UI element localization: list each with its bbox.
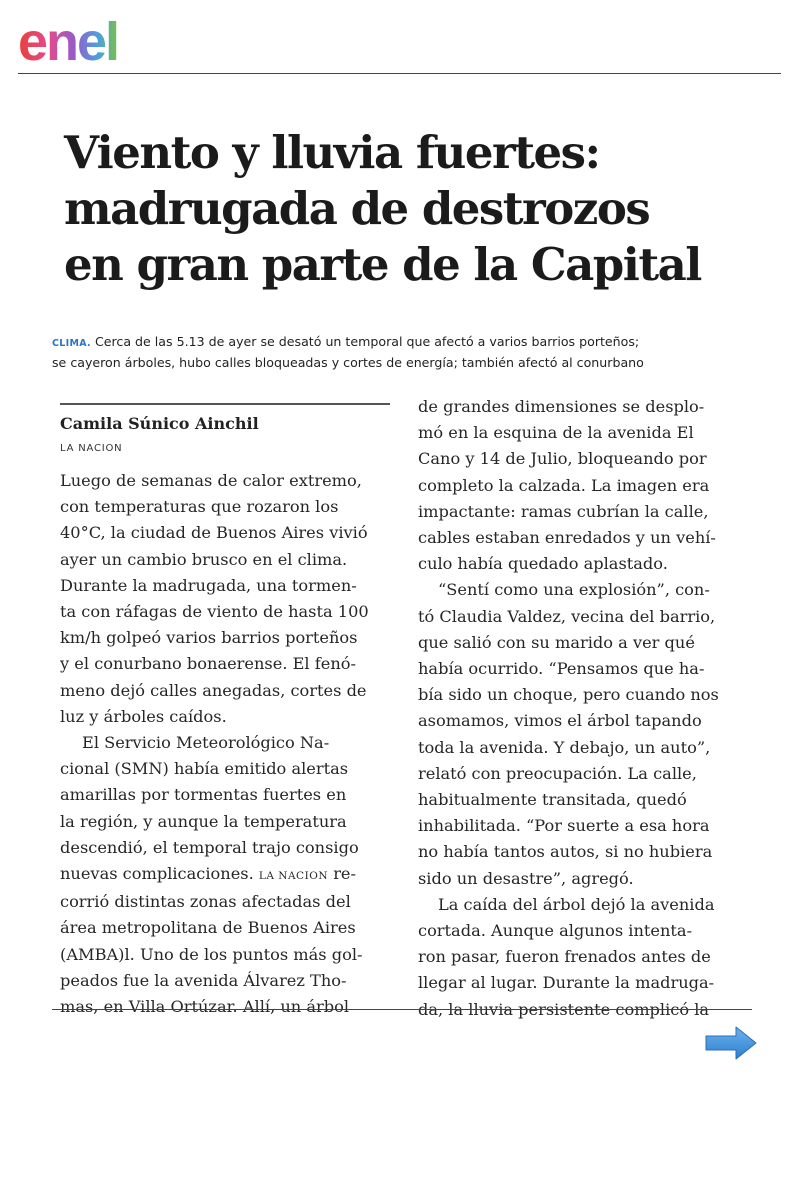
outlet-name: LA NACION: [60, 443, 123, 454]
headline-line: Viento y lluvia fuertes:: [64, 126, 600, 179]
body-line: inhabilitada. “Por suerte a esa hora: [418, 816, 710, 836]
body-line: había ocurrido. “Pensamos que ha-: [418, 659, 705, 679]
enel-logo: [18, 10, 178, 68]
body-line: cional (SMN) había emitido alertas: [60, 759, 349, 779]
body-line: cortada. Aunque algunos intenta-: [418, 921, 693, 941]
body-line: toda la avenida. Y debajo, un auto”,: [418, 737, 711, 757]
body-line: (AMBA)l. Uno de los puntos más gol-: [60, 944, 363, 964]
body-line: ayer un cambio brusco en el clima.: [60, 549, 348, 569]
body-line: completo la calzada. La imagen era: [418, 475, 710, 495]
body-line: ta con ráfagas de viento de hasta 100: [60, 602, 369, 622]
body-line: habitualmente transitada, quedó: [418, 790, 687, 810]
body-line: Durante la madrugada, una tormen-: [60, 575, 357, 595]
summary-line: CLIMA. Cerca de las 5.13 de ayer se desató un temporal que afectó a varios barrios porteños;: [52, 334, 640, 349]
body-line: La caída del árbol dejó la avenida: [438, 894, 715, 914]
body-line: no había tantos autos, si no hubiera: [418, 842, 713, 862]
body-line: “Sentí como una explosión”, con-: [438, 580, 710, 600]
body-line: asomamos, vimos el árbol tapando: [418, 711, 702, 731]
header-divider: [18, 73, 781, 74]
body-line: Cano y 14 de Julio, bloqueando por: [418, 449, 707, 469]
headline-line: en gran parte de la Capital: [64, 238, 701, 291]
footer-divider: [52, 1009, 752, 1010]
body-line: amarillas por tormentas fuertes en: [60, 785, 347, 805]
byline-divider: [60, 403, 390, 405]
author-name: Camila Súnico Ainchil: [60, 414, 259, 433]
body-line: luz y árboles caídos.: [60, 706, 227, 726]
body-line: peados fue la avenida Álvarez Tho-: [60, 970, 347, 990]
summary-line: se cayeron árboles, hubo calles bloqueadas y cortes de energía; también afectó al conurbano: [52, 355, 644, 370]
body-line: tó Claudia Valdez, vecina del barrio,: [418, 606, 716, 626]
body-line: mó en la esquina de la avenida El: [418, 423, 694, 443]
right-arrow-icon[interactable]: [704, 1025, 758, 1061]
article-summary: [52, 332, 752, 372]
body-line: mas, en Villa Ortúzar. Allí, un árbol: [60, 997, 350, 1017]
body-line: da, la lluvia persistente complicó la: [418, 999, 710, 1019]
body-line: Luego de semanas de calor extremo,: [60, 471, 362, 490]
body-line: con temperaturas que rozaron los: [60, 497, 339, 517]
body-column-left: [60, 468, 395, 1020]
headline-line: madrugada de destrozos: [64, 182, 650, 235]
section-tag: CLIMA.: [52, 338, 91, 349]
body-line: impactante: ramas cubrían la calle,: [418, 501, 709, 521]
body-line: área metropolitana de Buenos Aires: [60, 918, 356, 938]
svg-text:enel: enel: [18, 12, 119, 68]
body-line: km/h golpeó varios barrios porteños: [60, 628, 358, 648]
body-line: la región, y aunque la temperatura: [60, 811, 347, 831]
inline-outlet: LA NACION: [258, 870, 329, 883]
body-line: nuevas complicaciones. LA NACION re-: [60, 864, 356, 884]
body-line: y el conurbano bonaerense. El fenó-: [60, 654, 356, 674]
body-line: de grandes dimensiones se desplo-: [418, 397, 705, 416]
body-line: 40°C, la ciudad de Buenos Aires vivió: [60, 523, 368, 543]
body-line: que salió con su marido a ver qué: [418, 632, 695, 652]
body-line: cables estaban enredados y un vehí-: [418, 528, 716, 548]
body-line: bía sido un choque, pero cuando nos: [418, 685, 719, 705]
body-line: llegar al lugar. Durante la madruga-: [418, 973, 715, 993]
body-line: ron pasar, fueron frenados antes de: [418, 947, 711, 967]
headline: [64, 125, 764, 293]
body-line: meno dejó calles anegadas, cortes de: [60, 680, 367, 700]
body-line: descendió, el temporal trajo consigo: [60, 837, 359, 857]
body-line: relató con preocupación. La calle,: [418, 763, 697, 783]
body-line: culo había quedado aplastado.: [418, 554, 668, 574]
body-line: sido un desastre”, agregó.: [418, 868, 634, 888]
body-line: corrió distintas zonas afectadas del: [60, 892, 351, 912]
body-line: El Servicio Meteorológico Na-: [82, 733, 330, 753]
body-column-right: [418, 394, 763, 1023]
